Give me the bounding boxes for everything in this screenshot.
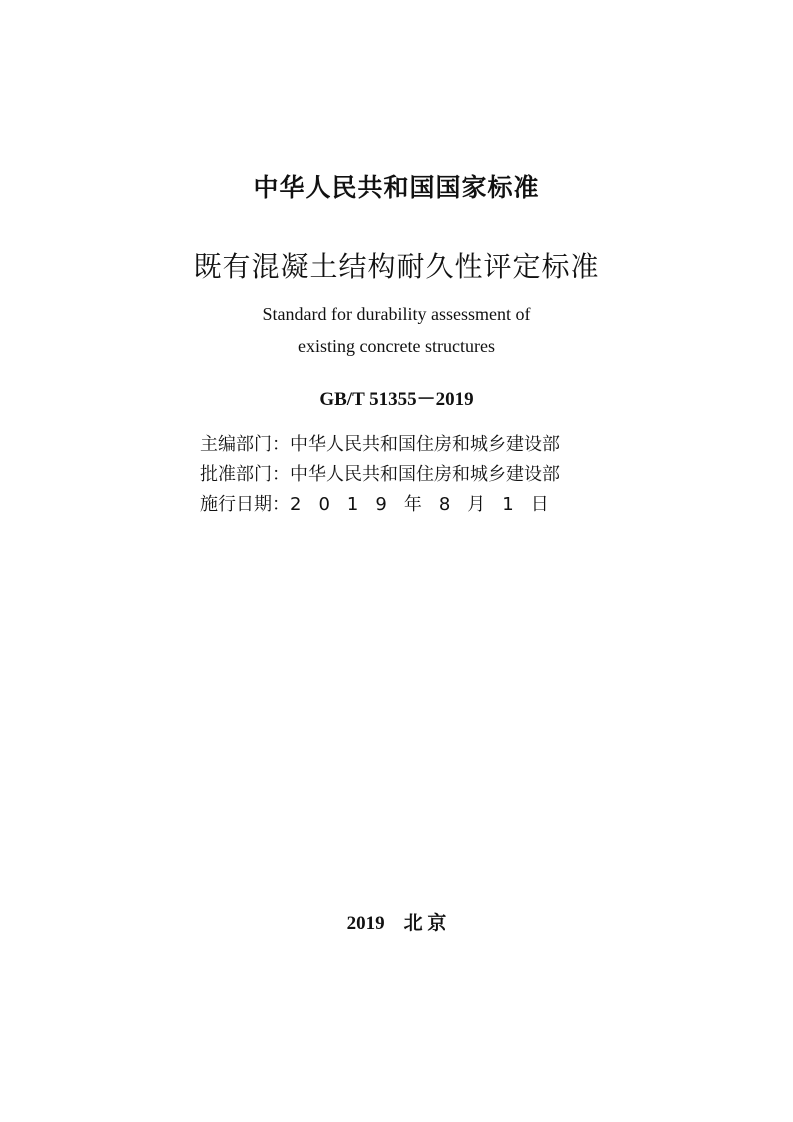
effective-date-value [290,490,566,520]
document-title-english-line2: existing concrete structures [298,336,495,356]
date-part: 年 [403,494,422,515]
publication-info [0,908,793,935]
editor-label: 主编部门： [200,434,290,455]
date-part: 月 [467,494,486,515]
document-title-chinese: 既有混凝土结构耐久性评定标准 [193,250,600,283]
date-part: 8 [438,494,451,515]
standard-code: GB/T 51355－2019 [319,389,474,410]
info-block [200,430,566,520]
approver-value: 中华人民共和国住房和城乡建设部 [290,464,560,485]
editor-row [200,430,566,460]
date-part: 日 [530,494,549,515]
editor-value: 中华人民共和国住房和城乡建设部 [290,434,560,455]
national-standard-heading: 中华人民共和国国家标准 [253,173,540,202]
date-part: 1 [502,494,514,515]
effective-date-label: 施行日期： [200,494,290,515]
publication-city: 北 京 [403,913,447,934]
effective-date-row [200,490,566,520]
date-part: 9 [375,494,387,515]
date-part: 0 [318,494,330,515]
approver-label: 批准部门： [200,464,290,485]
document-title-english-line1: Standard for durability assessment of [262,304,531,324]
date-part: 1 [346,494,359,515]
publication-year: 2019 [346,913,385,934]
approver-row [200,460,566,490]
date-part: 2 [290,494,302,515]
